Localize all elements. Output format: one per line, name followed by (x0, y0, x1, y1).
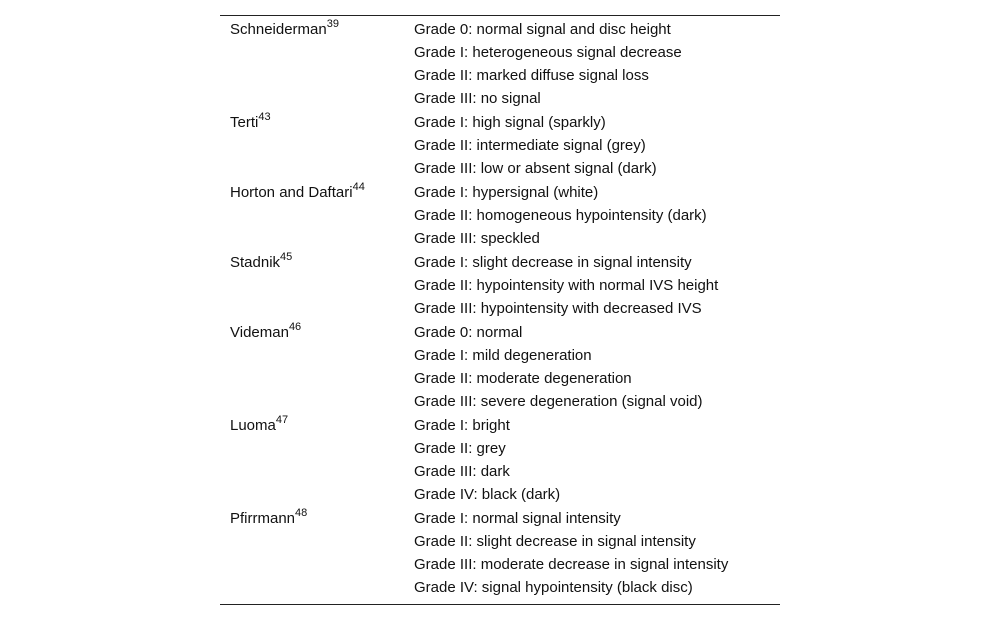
grade-line: Grade 0: normal (414, 324, 523, 341)
reference-number: 45 (280, 251, 293, 263)
author-cell (220, 414, 414, 437)
author-cell (220, 111, 414, 134)
author-name: Pfirrmann (230, 510, 296, 527)
grade-line: Grade I: high signal (sparkly) (414, 114, 606, 131)
grade-line: Grade II: moderate degeneration (414, 370, 632, 387)
reference-number: 44 (352, 181, 365, 193)
table-row (220, 320, 780, 413)
grade-line: Grade IV: black (dark) (414, 486, 561, 503)
grading-table (220, 15, 780, 605)
grade-line: Grade IV: signal hypointensity (black disc) (414, 579, 693, 596)
grades-cell (414, 414, 780, 506)
grades-cell (414, 18, 780, 110)
reference-number: 39 (326, 18, 339, 30)
grades-cell (414, 321, 780, 413)
author-name: Schneiderman (230, 21, 327, 38)
grades-cell (414, 111, 780, 180)
reference-number: 46 (288, 321, 302, 333)
grade-line: Grade II: intermediate signal (grey) (414, 137, 646, 154)
author-cell (220, 507, 414, 530)
grades-cell (414, 507, 780, 599)
grade-line: Grade III: no signal (414, 90, 541, 107)
author-cell (220, 251, 414, 274)
grade-line: Grade 0: normal signal and disc height (414, 21, 671, 38)
table-row (220, 17, 780, 110)
grade-line: Grade II: grey (414, 440, 506, 457)
grade-line: Grade II: homogeneous hypointensity (dark) (414, 207, 707, 224)
grade-line: Grade I: bright (414, 417, 510, 434)
author-name: Luoma (230, 417, 276, 434)
grades-cell (414, 181, 780, 250)
grade-line: Grade II: hypointensity with normal IVS height (414, 277, 719, 294)
reference-number: 48 (295, 507, 308, 519)
grade-line: Grade III: hypointensity with decreased IVS (414, 300, 702, 317)
grade-line: Grade II: slight decrease in signal intensity (414, 533, 696, 550)
author-cell (220, 321, 414, 344)
author-cell (220, 181, 414, 204)
author-name: Videman (230, 324, 289, 341)
table-row (220, 250, 780, 320)
table-row (220, 413, 780, 506)
grade-line: Grade III: moderate decrease in signal intensity (414, 556, 729, 573)
author-name: Stadnik (230, 254, 281, 271)
table-row (220, 506, 780, 599)
grade-line: Grade I: mild degeneration (414, 347, 592, 364)
grade-line: Grade III: low or absent signal (dark) (414, 160, 657, 177)
grade-line: Grade I: normal signal intensity (414, 510, 621, 527)
author-name: Terti (230, 114, 259, 131)
author-name: Horton and Daftari (230, 184, 353, 201)
grade-line: Grade I: hypersignal (white) (414, 184, 599, 201)
grade-line: Grade I: slight decrease in signal intensity (414, 254, 692, 271)
grade-line: Grade II: marked diffuse signal loss (414, 67, 649, 84)
grade-line: Grade I: heterogeneous signal decrease (414, 44, 682, 61)
grade-line: Grade III: dark (414, 463, 510, 480)
table-row (220, 110, 780, 180)
table-row (220, 180, 780, 250)
grades-cell (414, 251, 780, 320)
reference-number: 43 (258, 111, 271, 123)
grade-line: Grade III: severe degeneration (signal void) (414, 393, 703, 410)
grade-line: Grade III: speckled (414, 230, 540, 247)
reference-number: 47 (275, 414, 289, 426)
author-cell (220, 18, 414, 41)
